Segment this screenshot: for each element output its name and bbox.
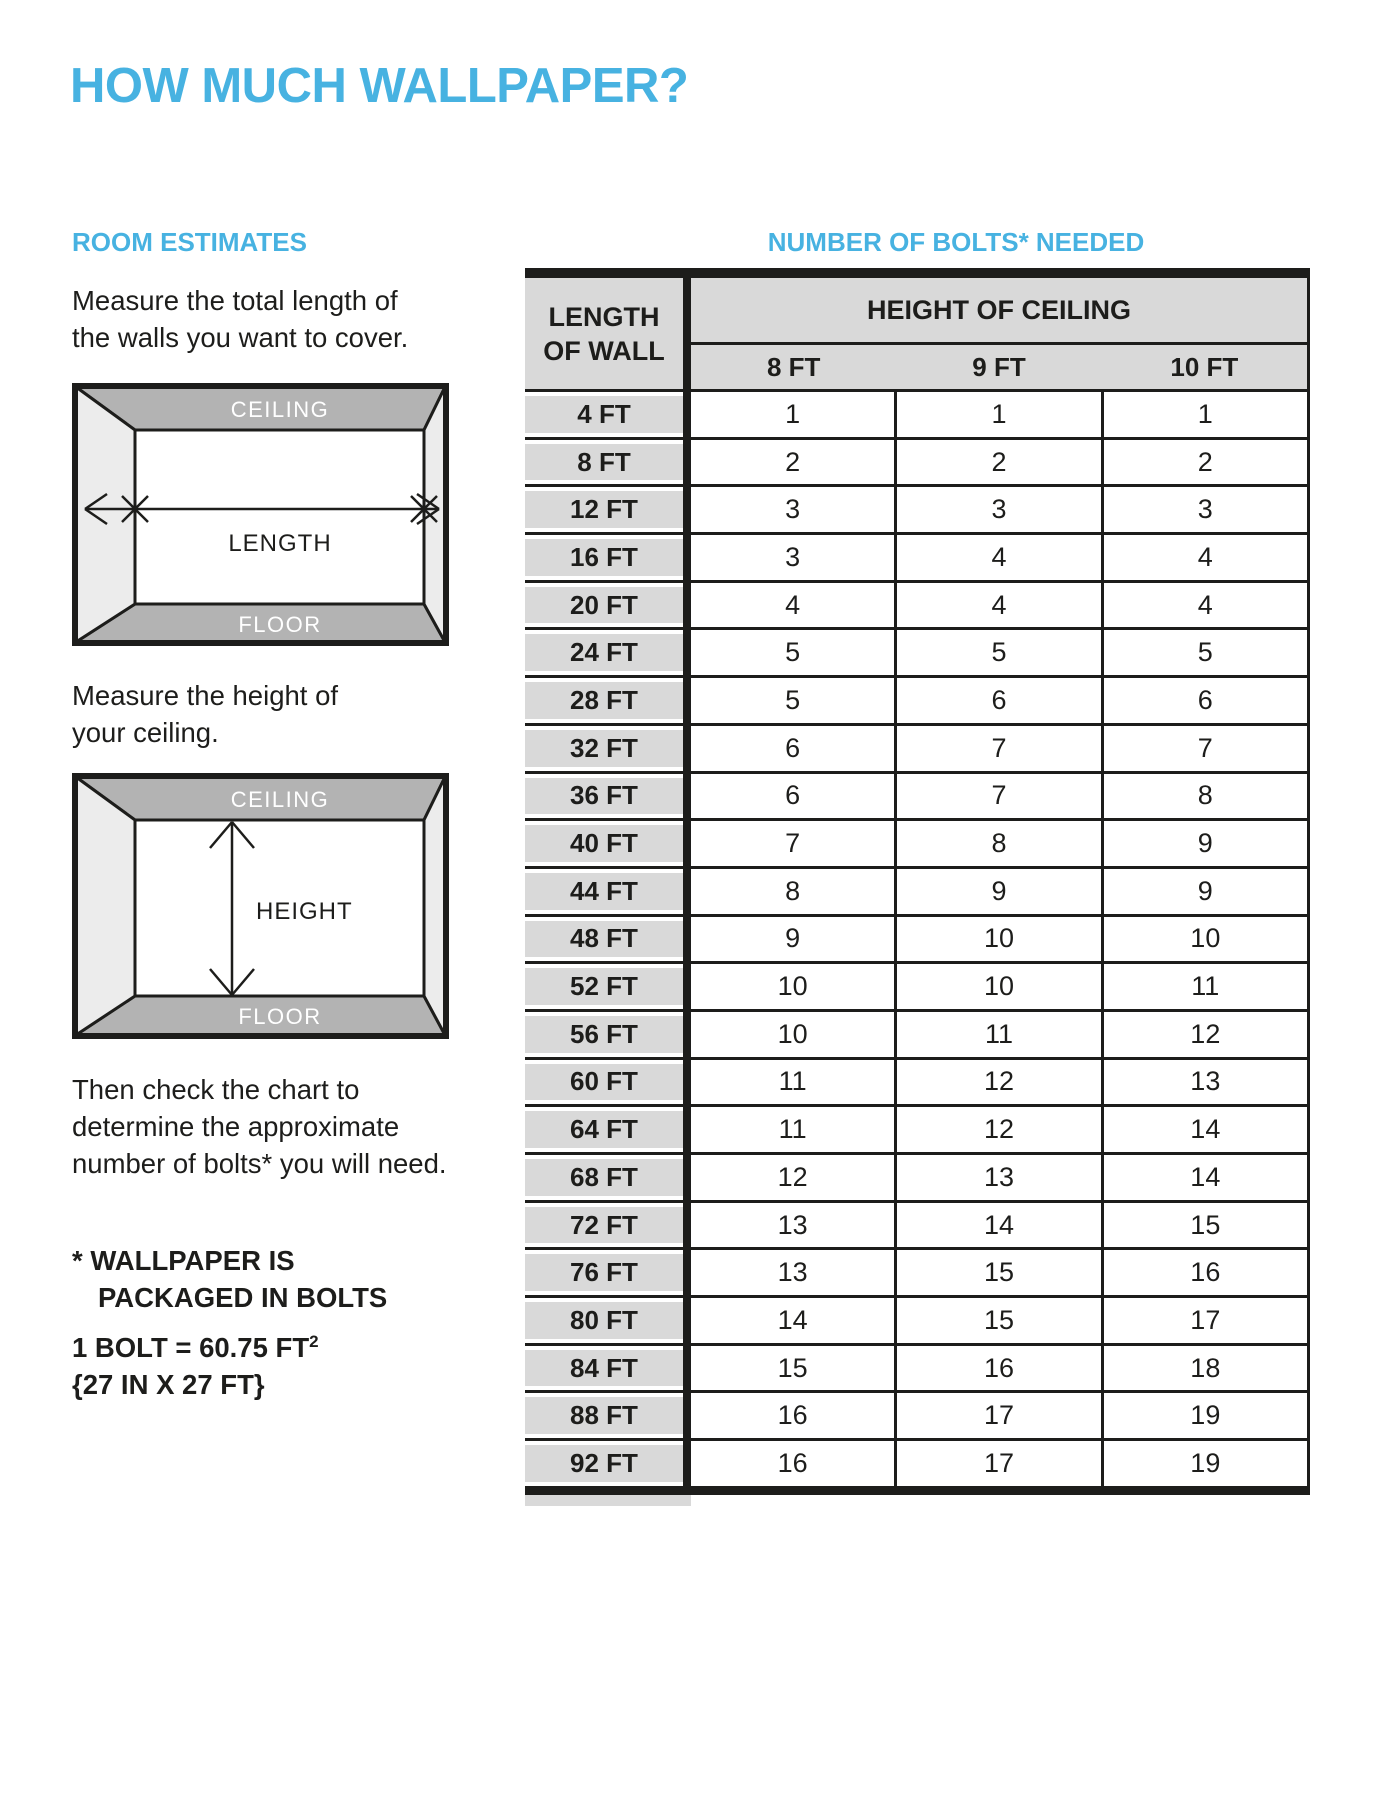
table-row [525,583,1310,631]
bolt-count-cell: 2 [691,440,897,485]
wall-length-cell: 76 FT [525,1250,691,1295]
back-wall-surface [135,430,424,604]
bolt-count-cell: 9 [691,917,897,962]
bolt-count-cell: 6 [897,678,1103,723]
page-title: HOW MUCH WALLPAPER? [70,59,689,113]
wall-length-cell: 16 FT [525,535,691,580]
bolt-count-cell: 13 [691,1250,897,1295]
bolt-count-cell: 19 [1104,1393,1310,1438]
table-bottom-border [525,1486,1310,1495]
wall-length-cell: 28 FT [525,678,691,723]
wall-length-cell: 72 FT [525,1203,691,1248]
col-header-8ft: 8 FT [766,351,821,382]
bolt-count-cell: 17 [1104,1298,1310,1343]
bolt-count-cell: 12 [897,1060,1103,1105]
table-row [525,1012,1310,1060]
bolt-count-cell: 3 [691,535,897,580]
wall-length-cell: 32 FT [525,726,691,771]
bolt-dimensions: {27 IN X 27 FT} [72,1369,265,1400]
bolt-count-cell: 4 [1104,583,1310,628]
bolt-count-cell: 14 [1104,1155,1310,1200]
bolt-count-cell: 15 [1104,1203,1310,1248]
wallpaper-bolts-footnote [72,1242,387,1316]
bolt-count-cell: 7 [897,726,1103,771]
bolt-count-cell: 7 [897,774,1103,819]
bolt-count-cell: 14 [1104,1107,1310,1152]
wall-length-cell: 80 FT [525,1298,691,1343]
bolt-count-cell: 4 [691,583,897,628]
table-row [525,1107,1310,1155]
bolt-count-cell: 5 [1104,630,1310,675]
room-estimates-heading: ROOM ESTIMATES [72,227,307,257]
bolt-count-cell: 15 [691,1346,897,1391]
bolt-count-cell: 11 [691,1107,897,1152]
bolt-count-cell: 9 [1104,869,1310,914]
table-row [525,821,1310,869]
bolt-count-cell: 12 [897,1107,1103,1152]
ceiling-label: CEILING [230,397,330,422]
bolt-count-cell: 13 [691,1203,897,1248]
bolt-count-cell: 1 [691,392,897,437]
table-row [525,1441,1310,1486]
wall-length-cell: 24 FT [525,630,691,675]
bolt-count-cell: 5 [897,630,1103,675]
left-wall-surface [76,777,135,1035]
group-header-height-of-ceiling: HEIGHT OF CEILING [691,278,1307,345]
bolt-count-cell: 10 [691,964,897,1009]
table-row [525,869,1310,917]
instruction-line: Then check the chart to [72,1074,360,1105]
bolt-count-cell: 9 [897,869,1103,914]
table-gray-tail [525,1495,691,1506]
bolt-equation-exponent: 2 [309,1331,319,1351]
instruction-line: your ceiling. [72,717,219,748]
bolt-count-cell: 15 [897,1298,1103,1343]
bolt-count-cell: 12 [691,1155,897,1200]
bolt-count-cell: 17 [897,1441,1103,1486]
table-row [525,630,1310,678]
table-row [525,1393,1310,1441]
bolt-count-cell: 16 [691,1393,897,1438]
bolt-count-cell: 10 [691,1012,897,1057]
table-row [525,440,1310,488]
table-row [525,1060,1310,1108]
table-row [525,487,1310,535]
wall-length-cell: 60 FT [525,1060,691,1105]
wall-length-cell: 40 FT [525,821,691,866]
floor-label: FLOOR [238,612,322,637]
right-wall-surface [424,387,445,642]
table-body [525,392,1310,1486]
wall-length-cell: 12 FT [525,487,691,532]
table-row [525,1155,1310,1203]
bolts-table [525,268,1310,1506]
instruction-line: the walls you want to cover. [72,322,409,353]
instruction-line: Measure the height of [72,680,339,711]
bolt-count-cell: 17 [897,1393,1103,1438]
bolt-count-cell: 8 [897,821,1103,866]
wall-length-cell: 68 FT [525,1155,691,1200]
bolt-count-cell: 6 [691,774,897,819]
bolt-count-cell: 3 [691,487,897,532]
ceiling-height-subheaders [691,345,1307,392]
col-header-10ft: 10 FT [1170,351,1239,382]
bolt-count-cell: 10 [897,964,1103,1009]
bolt-count-cell: 18 [1104,1346,1310,1391]
bolt-count-cell: 2 [1104,440,1310,485]
table-row [525,1298,1310,1346]
table-row [525,1203,1310,1251]
bolt-count-cell: 4 [897,583,1103,628]
table-row [525,1250,1310,1298]
table-row [525,964,1310,1012]
bolt-size-info [72,1329,319,1403]
bolt-count-cell: 11 [691,1060,897,1105]
bolt-count-cell: 14 [691,1298,897,1343]
length-measure-label: LENGTH [228,530,332,557]
bolt-count-cell: 7 [1104,726,1310,771]
bolt-count-cell: 19 [1104,1441,1310,1486]
bolt-count-cell: 8 [1104,774,1310,819]
footnote-line: * WALLPAPER IS [72,1245,295,1276]
bolt-count-cell: 16 [691,1441,897,1486]
wall-length-cell: 4 FT [525,392,691,437]
bolt-count-cell: 8 [691,869,897,914]
wall-length-cell: 48 FT [525,917,691,962]
wall-length-cell: 64 FT [525,1107,691,1152]
table-row [525,726,1310,774]
bolt-count-cell: 6 [691,726,897,771]
col-header-line: OF WALL [543,335,665,366]
bolt-count-cell: 10 [1104,917,1310,962]
table-row [525,1346,1310,1394]
wall-length-cell: 52 FT [525,964,691,1009]
ceiling-header-group [691,278,1310,392]
left-wall-surface [76,387,135,642]
wall-length-cell: 8 FT [525,440,691,485]
table-row [525,535,1310,583]
col-header-9ft: 9 FT [972,351,1026,382]
bolt-count-cell: 11 [897,1012,1103,1057]
wall-length-cell: 44 FT [525,869,691,914]
bolt-count-cell: 13 [1104,1060,1310,1105]
bolt-count-cell: 16 [1104,1250,1310,1295]
instruction-measure-length [72,282,408,356]
table-row [525,917,1310,965]
bolt-count-cell: 4 [897,535,1103,580]
room-length-diagram [72,383,449,646]
footnote-line: PACKAGED IN BOLTS [98,1282,388,1313]
wall-length-cell: 92 FT [525,1441,691,1486]
wall-length-cell: 88 FT [525,1393,691,1438]
instruction-line: determine the approximate [72,1111,400,1142]
wall-length-cell: 56 FT [525,1012,691,1057]
table-row [525,392,1310,440]
bolt-count-cell: 3 [1104,487,1310,532]
room-height-diagram [72,773,449,1039]
bolt-count-cell: 4 [1104,535,1310,580]
bolt-count-cell: 5 [691,678,897,723]
instruction-line: number of bolts* you will need. [72,1148,447,1179]
bolts-table-heading: NUMBER OF BOLTS* NEEDED [767,227,1145,257]
bolt-count-cell: 3 [897,487,1103,532]
right-wall-surface [424,777,445,1035]
wall-length-cell: 36 FT [525,774,691,819]
bolt-count-cell: 15 [897,1250,1103,1295]
height-measure-label: HEIGHT [256,898,353,925]
table-header [525,278,1310,392]
bolt-count-cell: 2 [897,440,1103,485]
bolt-equation [72,1329,319,1366]
wall-length-cell: 84 FT [525,1346,691,1391]
bolt-count-cell: 6 [1104,678,1310,723]
bolt-count-cell: 1 [1104,392,1310,437]
col-header-length-of-wall [525,278,691,392]
bolt-count-cell: 10 [897,917,1103,962]
instruction-measure-height [72,677,338,751]
bolt-count-cell: 7 [691,821,897,866]
table-row [525,678,1310,726]
bolt-count-cell: 16 [897,1346,1103,1391]
bolt-count-cell: 13 [897,1155,1103,1200]
bolt-count-cell: 1 [897,392,1103,437]
table-row [525,774,1310,822]
instruction-check-chart [72,1071,447,1182]
bolt-count-cell: 12 [1104,1012,1310,1057]
instruction-line: Measure the total length of [72,285,398,316]
bolt-count-cell: 5 [691,630,897,675]
bolt-count-cell: 11 [1104,964,1310,1009]
bolt-equation-text: 1 BOLT = 60.75 FT [72,1332,310,1363]
ceiling-label: CEILING [230,787,330,812]
bolt-count-cell: 14 [897,1203,1103,1248]
table-top-border [525,268,1310,278]
floor-label: FLOOR [238,1004,322,1029]
col-header-line: LENGTH [548,301,660,332]
bolt-count-cell: 9 [1104,821,1310,866]
wall-length-cell: 20 FT [525,583,691,628]
